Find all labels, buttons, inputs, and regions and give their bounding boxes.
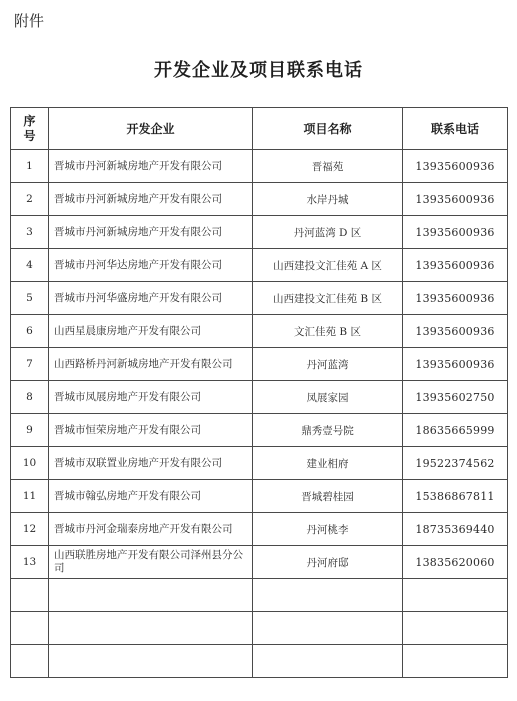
empty-cell	[11, 579, 49, 612]
cell-number: 9	[11, 414, 49, 447]
cell-phone: 18635665999	[403, 414, 508, 447]
table-row	[11, 150, 508, 183]
cell-project: 凤展家园	[253, 381, 403, 414]
cell-phone: 13935602750	[403, 381, 508, 414]
empty-cell	[253, 579, 403, 612]
cell-company: 晋城市双联置业房地产开发有限公司	[49, 447, 253, 480]
table-row	[11, 183, 508, 216]
cell-project: 丹河桃李	[253, 513, 403, 546]
header-project: 项目名称	[253, 108, 403, 150]
cell-project: 水岸丹城	[253, 183, 403, 216]
empty-cell	[49, 645, 253, 678]
empty-cell	[253, 612, 403, 645]
cell-project: 晋城碧桂园	[253, 480, 403, 513]
cell-number: 1	[11, 150, 49, 183]
cell-number: 11	[11, 480, 49, 513]
header-number	[11, 108, 49, 150]
header-number-line2: 号	[23, 128, 36, 143]
cell-number: 2	[11, 183, 49, 216]
cell-company: 晋城市丹河新城房地产开发有限公司	[49, 216, 253, 249]
cell-project: 建业相府	[253, 447, 403, 480]
cell-phone: 18735369440	[403, 513, 508, 546]
table-row	[11, 447, 508, 480]
empty-cell	[403, 579, 508, 612]
cell-company: 山西星晨康房地产开发有限公司	[49, 315, 253, 348]
empty-row	[11, 612, 508, 645]
cell-company: 晋城市丹河华盛房地产开发有限公司	[49, 282, 253, 315]
cell-number: 6	[11, 315, 49, 348]
cell-number: 5	[11, 282, 49, 315]
cell-phone: 13935600936	[403, 282, 508, 315]
empty-row	[11, 579, 508, 612]
table-row	[11, 348, 508, 381]
table-row	[11, 480, 508, 513]
attachment-label: 附件	[14, 12, 45, 30]
empty-cell	[11, 612, 49, 645]
empty-cell	[49, 579, 253, 612]
cell-phone: 13935600936	[403, 348, 508, 381]
table-row	[11, 513, 508, 546]
cell-phone: 13935600936	[403, 249, 508, 282]
table-row	[11, 546, 508, 579]
cell-project: 山西建投文汇佳苑 B 区	[253, 282, 403, 315]
empty-cell	[49, 612, 253, 645]
cell-number: 12	[11, 513, 49, 546]
cell-company: 晋城市恒荣房地产开发有限公司	[49, 414, 253, 447]
cell-project: 丹河府邸	[253, 546, 403, 579]
cell-company: 晋城市丹河新城房地产开发有限公司	[49, 150, 253, 183]
cell-company: 晋城市丹河金瑞泰房地产开发有限公司	[49, 513, 253, 546]
empty-cell	[403, 645, 508, 678]
cell-number: 13	[11, 546, 49, 579]
table-row	[11, 315, 508, 348]
cell-number: 7	[11, 348, 49, 381]
cell-company: 山西路桥丹河新城房地产开发有限公司	[49, 348, 253, 381]
cell-company: 晋城市翰弘房地产开发有限公司	[49, 480, 253, 513]
cell-company: 晋城市丹河华达房地产开发有限公司	[49, 249, 253, 282]
table-row	[11, 381, 508, 414]
empty-row	[11, 645, 508, 678]
table-row	[11, 249, 508, 282]
cell-phone: 13935600936	[403, 315, 508, 348]
cell-number: 3	[11, 216, 49, 249]
cell-project: 山西建投文汇佳苑 A 区	[253, 249, 403, 282]
document-title: 开发企业及项目联系电话	[154, 60, 363, 81]
header-number-line1: 序	[23, 113, 36, 128]
cell-phone: 13835620060	[403, 546, 508, 579]
cell-project: 丹河蓝湾 D 区	[253, 216, 403, 249]
cell-company: 山西联胜房地产开发有限公司泽州县分公司	[49, 546, 253, 579]
header-company: 开发企业	[49, 108, 253, 150]
table-row	[11, 282, 508, 315]
empty-cell	[403, 612, 508, 645]
cell-number: 4	[11, 249, 49, 282]
cell-company: 晋城市凤展房地产开发有限公司	[49, 381, 253, 414]
table-row	[11, 414, 508, 447]
table-header-row	[11, 108, 508, 150]
cell-project: 文汇佳苑 B 区	[253, 315, 403, 348]
cell-number: 10	[11, 447, 49, 480]
cell-phone: 15386867811	[403, 480, 508, 513]
cell-phone: 13935600936	[403, 183, 508, 216]
cell-phone: 13935600936	[403, 216, 508, 249]
cell-project: 鼎秀壹号院	[253, 414, 403, 447]
cell-number: 8	[11, 381, 49, 414]
cell-project: 晋福苑	[253, 150, 403, 183]
empty-cell	[11, 645, 49, 678]
header-phone: 联系电话	[403, 108, 508, 150]
empty-cell	[253, 645, 403, 678]
contact-table	[10, 107, 508, 678]
cell-project: 丹河蓝湾	[253, 348, 403, 381]
table-row	[11, 216, 508, 249]
cell-company: 晋城市丹河新城房地产开发有限公司	[49, 183, 253, 216]
cell-phone: 19522374562	[403, 447, 508, 480]
cell-phone: 13935600936	[403, 150, 508, 183]
